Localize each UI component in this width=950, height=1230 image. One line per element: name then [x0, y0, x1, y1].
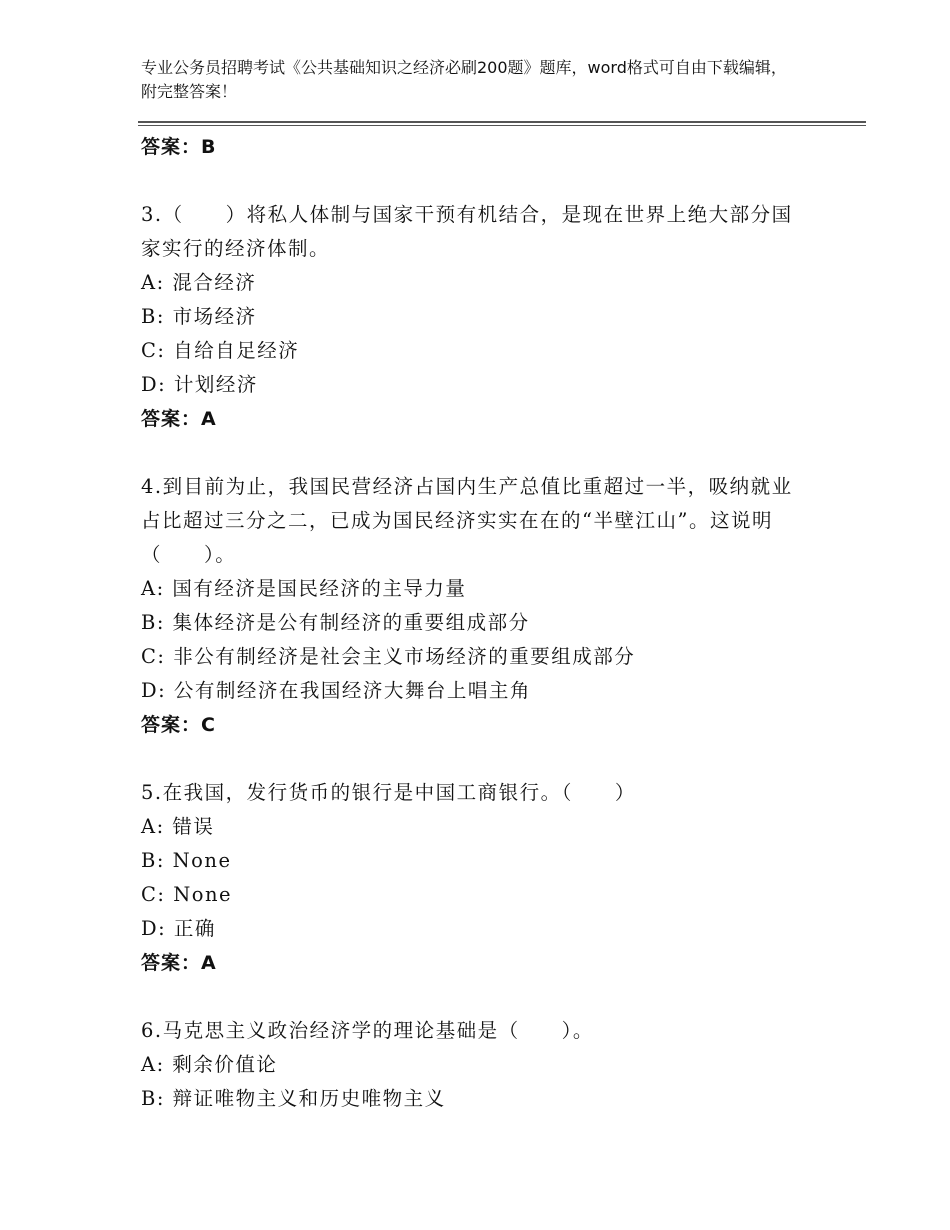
- header-rule-thick: [138, 121, 866, 123]
- option-b: B: 集体经济是公有制经济的重要组成部分: [141, 611, 530, 634]
- question-text: 6.马克思主义政治经济学的理论基础是（ ）。: [141, 1019, 594, 1042]
- question-3: [141, 198, 831, 436]
- option-b: B: 辩证唯物主义和历史唯物主义: [141, 1087, 446, 1110]
- question-6: [141, 1014, 831, 1116]
- option-c: C: None: [141, 883, 233, 906]
- answer-label: 答案：C: [141, 714, 216, 736]
- option-a: A: 国有经济是国民经济的主导力量: [141, 577, 467, 600]
- question-text: 4.到目前为止，我国民营经济占国内生产总值比重超过一半，吸纳就业占比超过三分之二，已成为国民经济实实在在的“半壁江山”。这说明（ ）。: [141, 475, 793, 566]
- question-4: [141, 470, 831, 742]
- spacer: [141, 742, 831, 776]
- option-a: A: 错误: [141, 815, 215, 838]
- option-d: D: 计划经济: [141, 373, 258, 396]
- question-text: 3.（ ）将私人体制与国家干预有机结合，是现在世界上绝大部分国家实行的经济体制。: [141, 203, 793, 260]
- answer-label: 答案：A: [141, 408, 217, 430]
- option-c: C: 自给自足经济: [141, 339, 300, 362]
- option-a: A: 剩余价值论: [141, 1053, 278, 1076]
- page-header: 专业公务员招聘考试《公共基础知识之经济必刷200题》题库，word格式可自由下载编辑，附完整答案！: [141, 58, 787, 101]
- option-d: D: 公有制经济在我国经济大舞台上唱主角: [141, 679, 531, 702]
- option-d: D: 正确: [141, 917, 216, 940]
- option-b: B: 市场经济: [141, 305, 257, 328]
- header-rule-thin: [138, 125, 866, 126]
- spacer: [141, 436, 831, 470]
- question-list: [141, 130, 831, 1116]
- spacer: [141, 980, 831, 1014]
- option-b: B: None: [141, 849, 232, 872]
- spacer: [141, 164, 831, 198]
- option-c: C: 非公有制经济是社会主义市场经济的重要组成部分: [141, 645, 636, 668]
- question-5: [141, 776, 831, 980]
- answer-label: 答案：B: [141, 136, 217, 158]
- question-text: 5.在我国，发行货币的银行是中国工商银行。（ ）: [141, 781, 636, 804]
- option-a: A: 混合经济: [141, 271, 257, 294]
- answer-label: 答案：A: [141, 952, 217, 974]
